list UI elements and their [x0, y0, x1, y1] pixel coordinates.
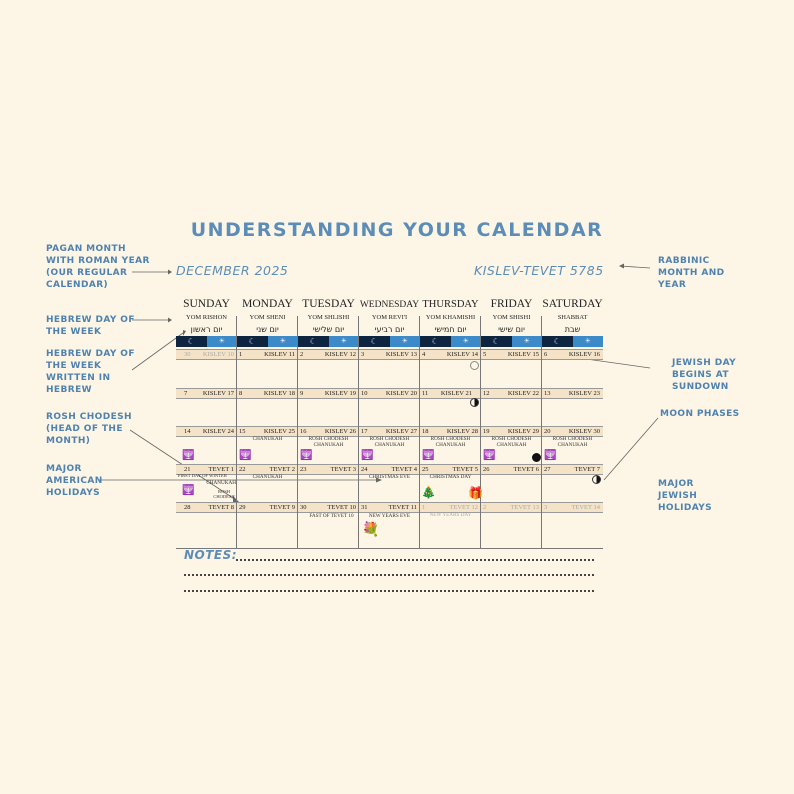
annotation-pagan-month: PAGAN MONTH WITH ROMAN YEAR (OUR REGULAR CALENDAR)	[46, 244, 150, 290]
day-night-strip	[542, 336, 603, 347]
day-sub: YOM KHAMISHI	[425, 314, 476, 321]
sun-icon: ☀	[512, 336, 543, 347]
date-number: 29	[239, 504, 246, 511]
day-name: FRIDAY	[490, 298, 533, 310]
date-number: 8	[239, 390, 243, 397]
hebrew-date: KISLEV 16	[568, 351, 600, 358]
event-chanukah: CHANUKAH	[435, 442, 466, 448]
annotation-jewish-day: JEWISH DAY BEGINS AT SUNDOWN	[672, 358, 737, 392]
date-number: 10	[361, 390, 368, 397]
event-fast-of-tevet: FAST OF TEVET 10	[309, 513, 354, 519]
hebrew-date: KISLEV 25	[263, 428, 295, 435]
crescent-moon-icon: ☾	[542, 336, 573, 347]
day-sub: YOM RISHON	[186, 314, 227, 321]
date-number: 1	[239, 351, 243, 358]
date-number: 27	[544, 466, 551, 473]
date-number: 13	[544, 390, 551, 397]
date-number: 25	[422, 466, 429, 473]
event-rosh-chodesh: ROSH CHODESH	[430, 436, 471, 442]
day-night-strip	[237, 336, 298, 347]
crescent-moon-icon: ☾	[481, 336, 512, 347]
date-number: 20	[544, 428, 551, 435]
hebrew-date: KISLEV 19	[324, 390, 356, 397]
hebrew-date: KISLEV 15	[507, 351, 539, 358]
hebrew-date: KISLEV 28	[446, 428, 478, 435]
full-moon-icon	[470, 361, 479, 370]
date-number: 18	[422, 428, 429, 435]
hebrew-date: KISLEV 29	[507, 428, 539, 435]
hebrew-date: TEVET 5	[452, 466, 478, 473]
date-number: 14	[184, 428, 191, 435]
date-number: 4	[422, 351, 426, 358]
date-number: 3	[544, 504, 548, 511]
hebrew-date: KISLEV 10	[202, 351, 234, 358]
date-number: 3	[361, 351, 365, 358]
event-rosh-chodesh: ROSH CHODESH	[552, 436, 593, 442]
annotation-hebrew-day-written: HEBREW DAY OF THE WEEK WRITTEN IN HEBREW	[46, 349, 135, 395]
hebrew-date: TEVET 6	[513, 466, 539, 473]
menorah-icon: 🕎	[544, 450, 557, 461]
day-sub: SHABBAT	[557, 314, 588, 321]
hebrew-date: TEVET 9	[269, 504, 295, 511]
day-night-strip	[176, 336, 237, 347]
date-number: 2	[300, 351, 304, 358]
annotation-jewish-holidays: MAJOR JEWISH HOLIDAYS	[658, 479, 713, 513]
sun-icon: ☀	[390, 336, 421, 347]
annotation-rosh-chodesh: ROSH CHODESH (HEAD OF THE MONTH)	[46, 412, 132, 446]
grid-bottom-line	[176, 548, 603, 549]
christmas-tree-icon: 🎄	[421, 485, 436, 499]
event-new-years-eve: NEW YEARS EVE	[368, 513, 411, 519]
date-number: 1	[422, 504, 426, 511]
hebrew-date: KISLEV 13	[385, 351, 417, 358]
day-night-strip	[481, 336, 542, 347]
sun-icon: ☀	[451, 336, 482, 347]
half-moon-icon	[470, 398, 479, 407]
hebrew-month: KISLEV-TEVET 5785	[474, 263, 604, 278]
date-number: 7	[184, 390, 188, 397]
date-number: 6	[544, 351, 548, 358]
date-number: 2	[483, 504, 487, 511]
event-chanukah: CHANUKAH	[313, 442, 344, 448]
date-number: 15	[239, 428, 246, 435]
day-name: THURSDAY	[422, 299, 479, 310]
new-moon-icon	[532, 453, 541, 462]
day-name: SATURDAY	[542, 298, 603, 310]
menorah-icon: 🕎	[239, 450, 252, 461]
notes-label: NOTES:	[184, 548, 238, 562]
hebrew-date: KISLEV 12	[324, 351, 356, 358]
day-hebrew: יום שני	[256, 325, 279, 334]
day-night-strip	[298, 336, 359, 347]
date-number: 30	[184, 351, 191, 358]
hebrew-date: KISLEV 27	[385, 428, 417, 435]
hebrew-date: TEVET 7	[574, 466, 600, 473]
hebrew-date: KISLEV 26	[324, 428, 356, 435]
sun-icon: ☀	[329, 336, 360, 347]
gregorian-month: DECEMBER 2025	[176, 263, 289, 278]
sun-icon: ☀	[573, 336, 604, 347]
annotation-moon-phases: MOON PHASES	[660, 409, 740, 419]
crescent-moon-icon: ☾	[176, 336, 207, 347]
notes-line[interactable]	[184, 590, 594, 592]
hebrew-date: KISLEV 24	[202, 428, 234, 435]
event-rosh-chodesh: ROSH CHODESH	[213, 489, 235, 499]
hebrew-date: TEVET 10	[327, 504, 356, 511]
date-number: 31	[361, 504, 368, 511]
hebrew-date: TEVET 4	[391, 466, 417, 473]
date-number: 24	[361, 466, 368, 473]
annotation-rabbinic-month: RABBINIC MONTH AND YEAR	[658, 256, 725, 290]
hebrew-date: TEVET 12	[449, 504, 478, 511]
date-number: 17	[361, 428, 368, 435]
hebrew-date: KISLEV 11	[264, 351, 295, 358]
event-chanukah: CHANUKAH	[206, 480, 236, 486]
hebrew-date: TEVET 1	[208, 466, 234, 473]
date-number: 16	[300, 428, 307, 435]
day-hebrew: יום ראשון	[190, 325, 223, 334]
event-chanukah: CHANUKAH	[557, 442, 588, 448]
date-number: 21	[184, 466, 191, 473]
hebrew-date: TEVET 2	[269, 466, 295, 473]
event-new-years-day: NEW YEARS DAY	[429, 512, 472, 518]
event-rosh-chodesh: ROSH CHODESH	[308, 436, 349, 442]
crescent-moon-icon: ☾	[420, 336, 451, 347]
date-number: 19	[483, 428, 490, 435]
annotation-hebrew-day: HEBREW DAY OF THE WEEK	[46, 315, 135, 337]
notes-line[interactable]	[236, 559, 594, 561]
day-name: WEDNESDAY	[359, 300, 420, 310]
event-christmas-eve: CHRISTMAS EVE	[368, 474, 411, 480]
event-chanukah: CHANUKAH	[496, 442, 527, 448]
day-name: SUNDAY	[183, 298, 230, 310]
menorah-icon: 🕎	[300, 450, 313, 461]
date-number: 5	[483, 351, 487, 358]
event-chanukah: CHANUKAH	[252, 474, 283, 480]
menorah-icon: 🕎	[182, 485, 195, 496]
hebrew-date: KISLEV 22	[507, 390, 539, 397]
date-number: 9	[300, 390, 304, 397]
day-sub: YOM REVI'I	[371, 314, 408, 321]
day-hebrew: יום שלישי	[312, 325, 345, 334]
sun-icon: ☀	[268, 336, 299, 347]
day-hebrew: יום שישי	[498, 325, 525, 334]
hebrew-date: KISLEV 30	[568, 428, 600, 435]
day-name: MONDAY	[242, 298, 293, 310]
hebrew-date: TEVET 3	[330, 466, 356, 473]
hebrew-date: KISLEV 20	[385, 390, 417, 397]
date-number: 28	[184, 504, 191, 511]
date-number: 12	[483, 390, 490, 397]
notes-line[interactable]	[184, 574, 594, 576]
event-rosh-chodesh: ROSH CHODESH	[369, 436, 410, 442]
menorah-icon: 🕎	[361, 450, 374, 461]
menorah-icon: 🕎	[422, 450, 435, 461]
hebrew-date: KISLEV 14	[446, 351, 478, 358]
event-chanukah: CHANUKAH	[252, 436, 283, 442]
hebrew-date: TEVET 13	[510, 504, 539, 511]
date-number: 11	[422, 390, 429, 397]
event-chanukah: CHANUKAH	[374, 442, 405, 448]
annotation-american-holidays: MAJOR AMERICAN HOLIDAYS	[46, 464, 103, 498]
hebrew-date: TEVET 8	[208, 504, 234, 511]
hebrew-date: TEVET 14	[571, 504, 600, 511]
day-night-strip	[359, 336, 420, 347]
date-number: 23	[300, 466, 307, 473]
gift-icon: 🎁	[468, 486, 483, 500]
day-sub: YOM SHLISHI	[307, 314, 350, 321]
crescent-moon-icon: ☾	[237, 336, 268, 347]
hebrew-date: TEVET 11	[388, 504, 417, 511]
event-rosh-chodesh: ROSH CHODESH	[491, 436, 532, 442]
day-sub: YOM SHENI	[249, 314, 286, 321]
date-number: 30	[300, 504, 307, 511]
date-number: 22	[239, 466, 246, 473]
day-hebrew: יום רביעי	[374, 325, 405, 334]
day-name: TUESDAY	[302, 298, 355, 310]
menorah-icon: 🕎	[182, 450, 195, 461]
event-first-day-of-winter: FIRST DAY OF WINTER	[178, 473, 227, 478]
grid-line	[236, 316, 237, 549]
hebrew-date: KISLEV 21	[440, 390, 472, 397]
sun-icon: ☀	[207, 336, 238, 347]
date-number: 26	[483, 466, 490, 473]
hebrew-date: KISLEV 18	[263, 390, 295, 397]
day-sub: YOM SHISHI	[492, 314, 531, 321]
crescent-moon-icon: ☾	[359, 336, 390, 347]
day-night-strip	[420, 336, 481, 347]
page-title: UNDERSTANDING YOUR CALENDAR	[190, 219, 604, 241]
hebrew-date: KISLEV 23	[568, 390, 600, 397]
grid-line	[541, 316, 542, 549]
day-hebrew: יום חמישי	[434, 325, 467, 334]
day-hebrew: שבת	[564, 325, 581, 334]
event-christmas-day: CHRISTMAS DAY	[429, 474, 472, 480]
hebrew-date: KISLEV 17	[202, 390, 234, 397]
crescent-moon-icon: ☾	[298, 336, 329, 347]
half-moon-icon	[592, 475, 601, 484]
menorah-icon: 🕎	[483, 450, 496, 461]
flowers-icon: 💐	[362, 521, 380, 537]
